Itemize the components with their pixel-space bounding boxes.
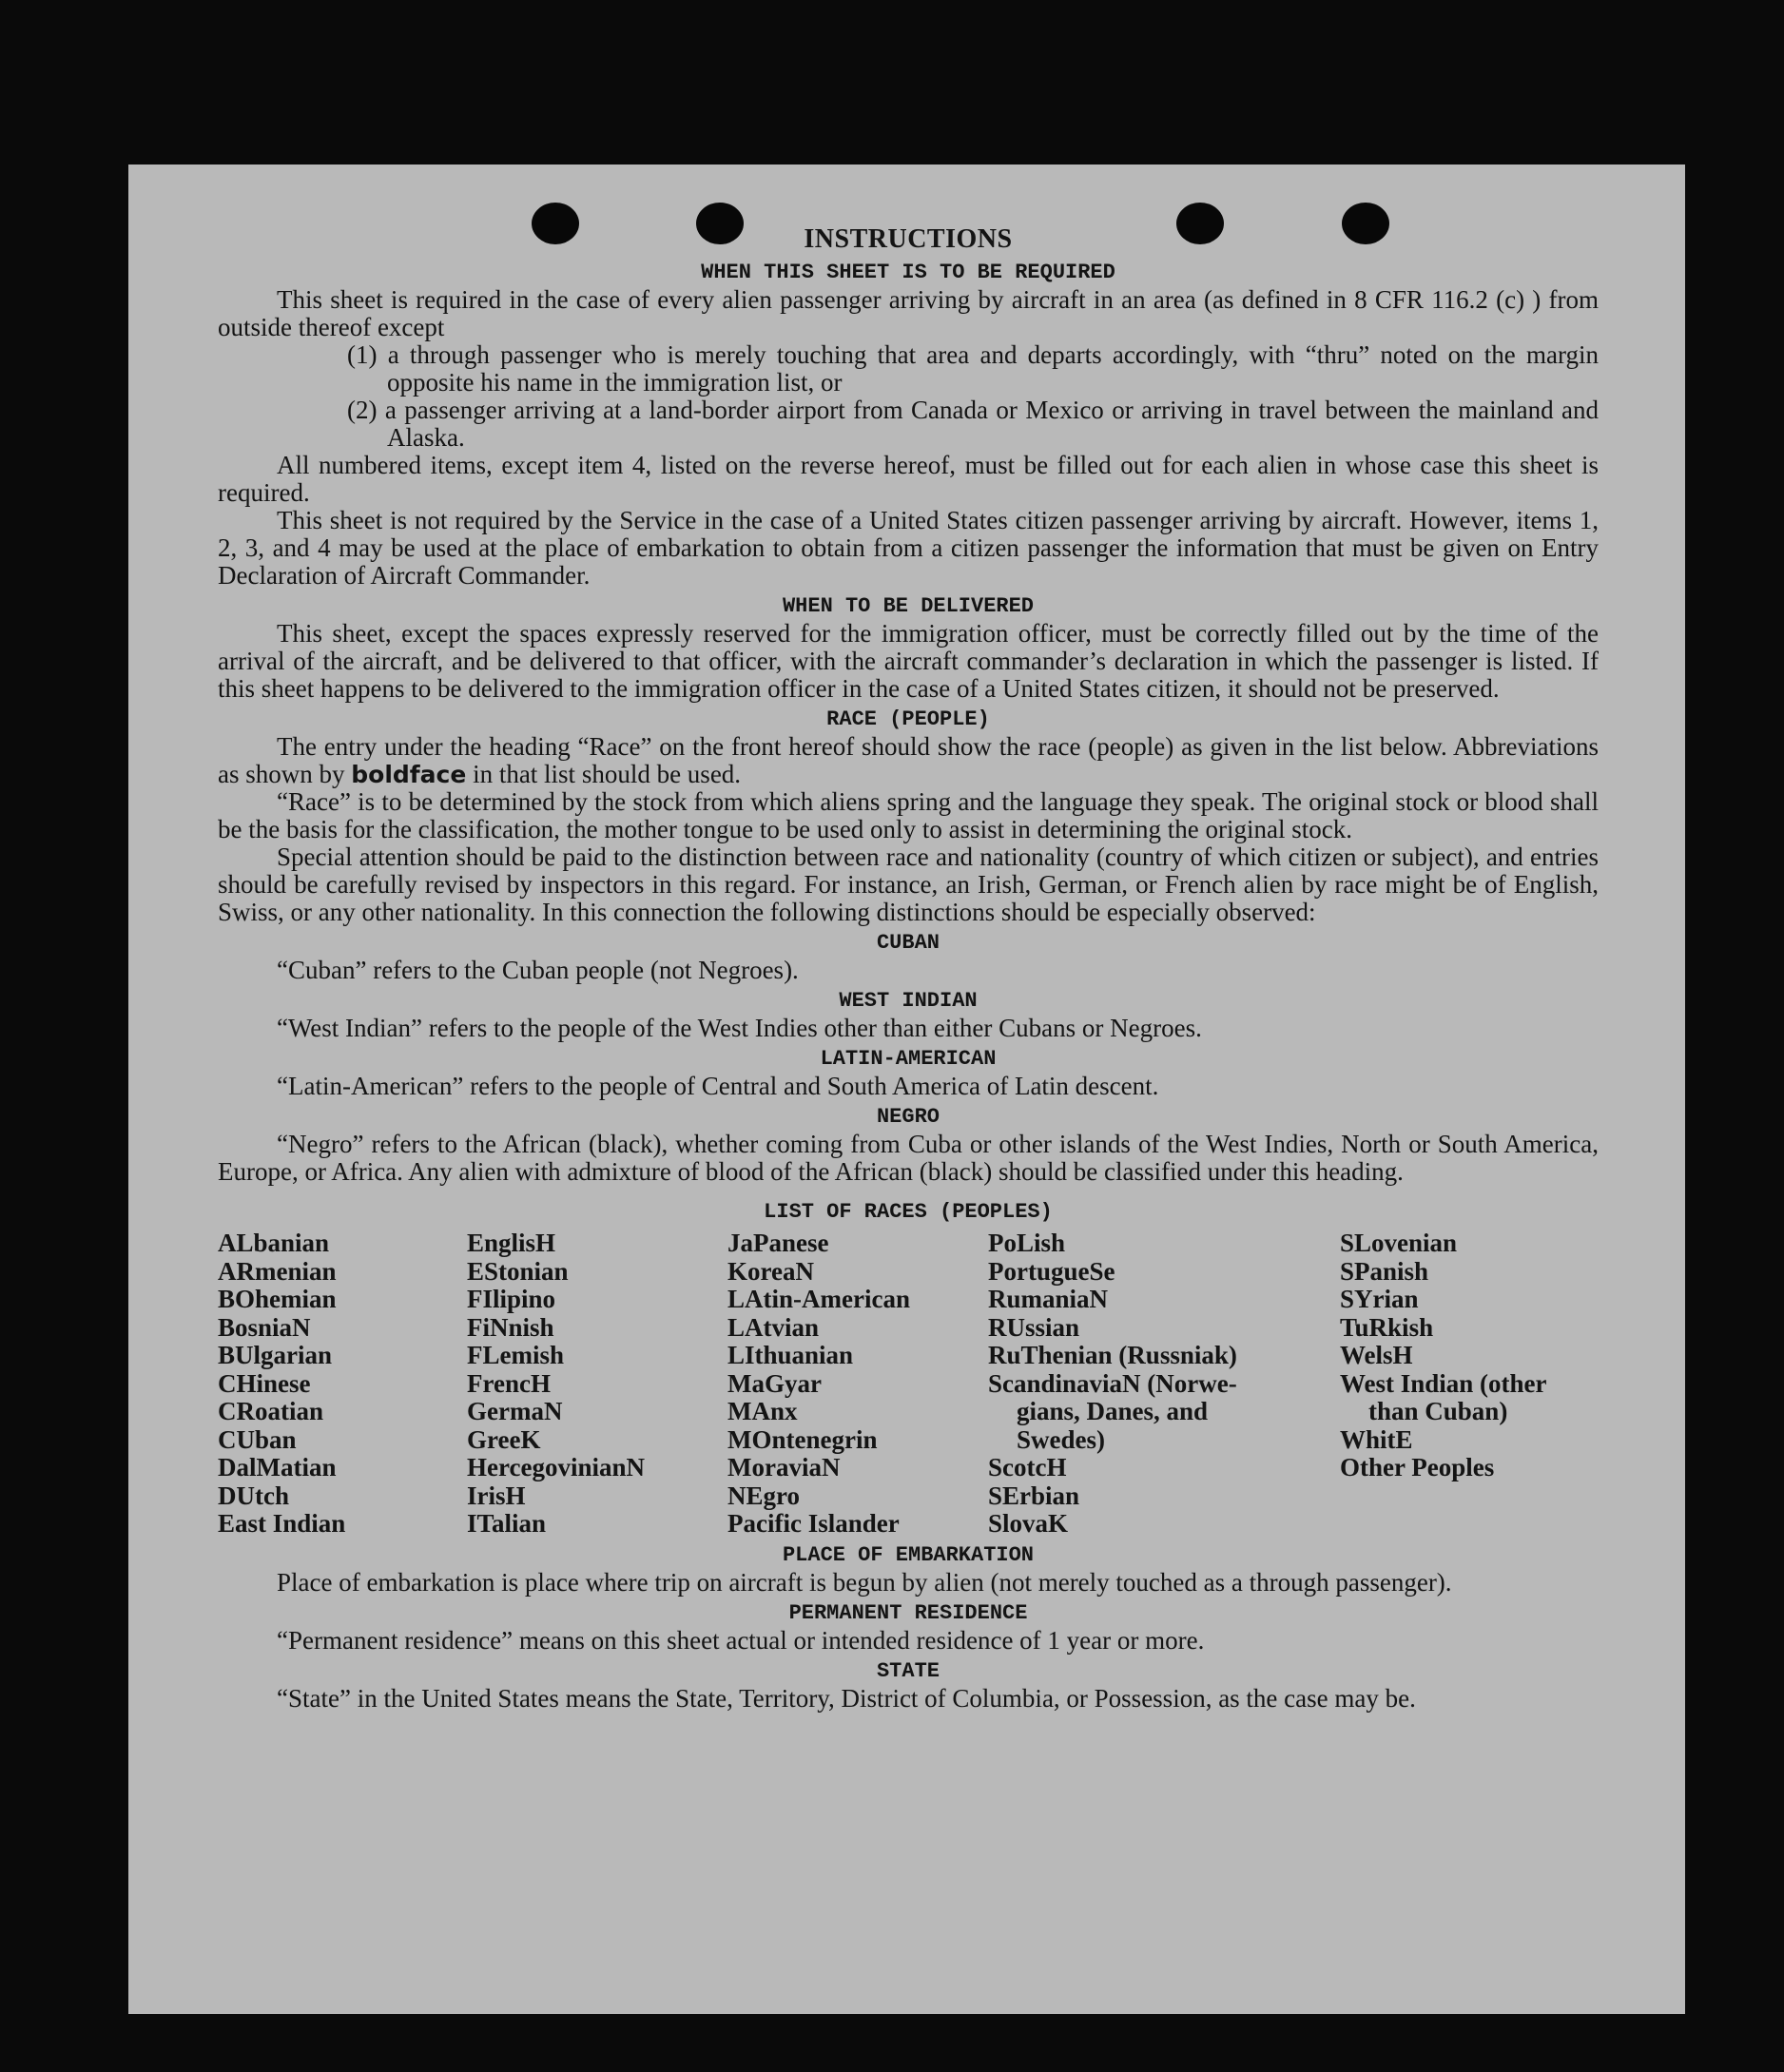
section-heading-west-indian: WEST INDIAN	[839, 989, 978, 1013]
list-item: (1) a through passenger who is merely touching that area and departs accordingly, with “thru” noted on the margin opposite his name in the immigration list, or	[347, 340, 1599, 397]
section-heading-race: RACE (PEOPLE)	[826, 707, 990, 731]
race-entry: NEgro	[727, 1481, 801, 1510]
race-entry: MAnx	[727, 1397, 798, 1425]
paragraph: This sheet, except the spaces expressly reserved for the immigration officer, must be correctly filled out by the time of the arrival of the aircraft, and be delivered to that officer, with the aircraft commander’s declaration in which the passenger is listed. If this sheet happens to be delivered to the immigration officer in the case of a United States citizen, it should not be preserved.	[218, 619, 1599, 703]
race-entry: GreeK	[467, 1424, 541, 1454]
paragraph: Place of embarkation is place where trip on aircraft is begun by alien (not merely touched as a through passenger).	[277, 1567, 1452, 1597]
section-heading-latin-american: LATIN-AMERICAN	[820, 1047, 997, 1071]
race-entry: RUssian	[988, 1312, 1080, 1342]
race-entry: ITalian	[467, 1509, 547, 1538]
race-entry: PoLish	[988, 1229, 1066, 1257]
instructions-content	[218, 223, 1599, 1713]
race-entry: LIthuanian	[727, 1341, 854, 1369]
race-entry: WhitE	[1340, 1424, 1413, 1454]
paragraph: “Permanent residence” means on this sheet actual or intended residence of 1 year or more.	[277, 1625, 1205, 1655]
race-entry: Swedes)	[1017, 1424, 1105, 1454]
section-heading-required: WHEN THIS SHEET IS TO BE REQUIRED	[701, 261, 1115, 284]
race-entry: SPanish	[1340, 1256, 1429, 1286]
race-entry: PortugueSe	[988, 1256, 1115, 1286]
race-entry: SlovaK	[988, 1509, 1069, 1538]
paragraph: “State” in the United States means the State, Territory, District of Columbia, or Possession, as the case may be.	[277, 1683, 1416, 1713]
race-entry: ScotcH	[988, 1453, 1067, 1481]
document-sheet	[128, 165, 1685, 2014]
text-span: The entry under the heading “Race” on the front hereof should show the race (people) as given in the list below. Abbreviations as shown by	[218, 732, 1599, 788]
section-heading-negro: NEGRO	[876, 1105, 940, 1129]
race-entry: FLemish	[467, 1341, 565, 1369]
race-entry: HercegovinianN	[467, 1453, 645, 1481]
race-entry: SYrian	[1340, 1285, 1419, 1313]
race-entry: TuRkish	[1340, 1312, 1434, 1342]
race-entry: East Indian	[218, 1509, 346, 1538]
races-column-5	[1340, 1230, 1599, 1539]
paragraph	[218, 733, 1599, 788]
race-entry: ALbanian	[218, 1229, 330, 1257]
paragraph: “Cuban” refers to the Cuban people (not Negroes).	[277, 956, 799, 984]
section-heading-embarkation: PLACE OF EMBARKATION	[782, 1542, 1035, 1567]
races-column-1	[218, 1230, 467, 1539]
text-span: in that list should be used.	[466, 760, 742, 788]
races-list	[218, 1230, 1599, 1539]
section-heading-delivered: WHEN TO BE DELIVERED	[782, 594, 1035, 618]
paragraph: “Negro” refers to the African (black), whether coming from Cuba or other islands of the West Indies, North or South America, Europe, or Africa. Any alien with admixture of blood of the African (black) should be classified under this heading.	[218, 1130, 1599, 1186]
race-entry: LAtvian	[727, 1312, 820, 1342]
race-entry: FiNnish	[467, 1312, 554, 1342]
paragraph: “West Indian” refers to the people of the West Indies other than either Cubans or Negroes.	[277, 1014, 1202, 1042]
section-heading-cuban: CUBAN	[876, 931, 940, 955]
race-entry: Pacific Islander	[727, 1509, 900, 1538]
paragraph: This sheet is not required by the Service in the case of a United States citizen passenger arriving by aircraft. However, items 1, 2, 3, and 4 may be used at the place of embarkation to obtain from a citizen passenger the information that must be given on Entry Declaration of Aircraft Commander.	[218, 506, 1599, 590]
race-entry: GermaN	[467, 1397, 563, 1425]
race-entry: CUban	[218, 1424, 297, 1454]
race-entry: DalMatian	[218, 1453, 337, 1481]
races-column-4	[988, 1230, 1340, 1539]
paragraph: “Latin-American” refers to the people of Central and South America of Latin descent.	[277, 1072, 1159, 1100]
race-entry: IrisH	[467, 1481, 526, 1510]
race-entry: KoreaN	[727, 1256, 814, 1286]
race-entry: West Indian (other	[1340, 1368, 1547, 1398]
race-entry: ScandinaviaN (Norwe-	[988, 1368, 1237, 1398]
race-entry: ARmenian	[218, 1256, 337, 1286]
race-entry: DUtch	[218, 1481, 289, 1510]
race-entry: SLovenian	[1340, 1229, 1458, 1257]
paragraph: “Race” is to be determined by the stock from which aliens spring and the language they speak. The original stock or blood shall be the basis for the classification, the mother tongue to be used only to assist in determining the original stock.	[218, 787, 1599, 843]
races-column-2	[467, 1230, 727, 1539]
paragraph: This sheet is required in the case of every alien passenger arriving by aircraft in an area (as defined in 8 CFR 116.2 (c) ) from outside thereof except	[218, 285, 1599, 341]
race-entry: SErbian	[988, 1481, 1080, 1510]
race-entry: than Cuban)	[1368, 1397, 1508, 1425]
section-heading-state: STATE	[876, 1658, 940, 1683]
race-entry: FIlipino	[467, 1285, 556, 1313]
race-entry: BosniaN	[218, 1312, 311, 1342]
race-entry: CHinese	[218, 1368, 311, 1398]
page-title: INSTRUCTIONS	[804, 224, 1013, 254]
race-entry: Other Peoples	[1340, 1453, 1495, 1481]
section-heading-list-of-races: LIST OF RACES (PEOPLES)	[764, 1200, 1053, 1224]
race-entry: LAtin-American	[727, 1285, 910, 1313]
race-entry: EStonian	[467, 1256, 569, 1286]
section-heading-residence: PERMANENT RESIDENCE	[788, 1600, 1028, 1625]
boldface-word: boldface	[351, 761, 467, 788]
paragraph: All numbered items, except item 4, listed on the reverse hereof, must be filled out for each alien in whose case this sheet is required.	[218, 451, 1599, 507]
race-entry: MOntenegrin	[727, 1424, 878, 1454]
races-column-3	[727, 1230, 988, 1539]
race-entry: WelsH	[1340, 1341, 1413, 1369]
paragraph: Special attention should be paid to the distinction between race and nationality (country of which citizen or subject), and entries should be carefully revised by inspectors in this regard. For instance, an Irish, German, or French alien by race might be of English, Swiss, or any other nationality. In this connection the following distinctions should be especially observed:	[218, 842, 1599, 926]
race-entry: FrencH	[467, 1368, 551, 1398]
race-entry: MoraviaN	[727, 1453, 841, 1481]
race-entry: CRoatian	[218, 1397, 324, 1425]
race-entry: JaPanese	[727, 1229, 829, 1257]
race-entry: MaGyar	[727, 1368, 822, 1398]
race-entry: gians, Danes, and	[1017, 1397, 1209, 1425]
race-entry: RumaniaN	[988, 1285, 1109, 1313]
race-entry: BOhemian	[218, 1285, 337, 1313]
race-entry: EnglisH	[467, 1229, 556, 1257]
list-item: (2) a passenger arriving at a land-border airport from Canada or Mexico or arriving in travel between the mainland and Alaska.	[347, 396, 1599, 452]
race-entry: RuThenian (Russniak)	[988, 1341, 1237, 1369]
race-entry: BUlgarian	[218, 1341, 333, 1369]
